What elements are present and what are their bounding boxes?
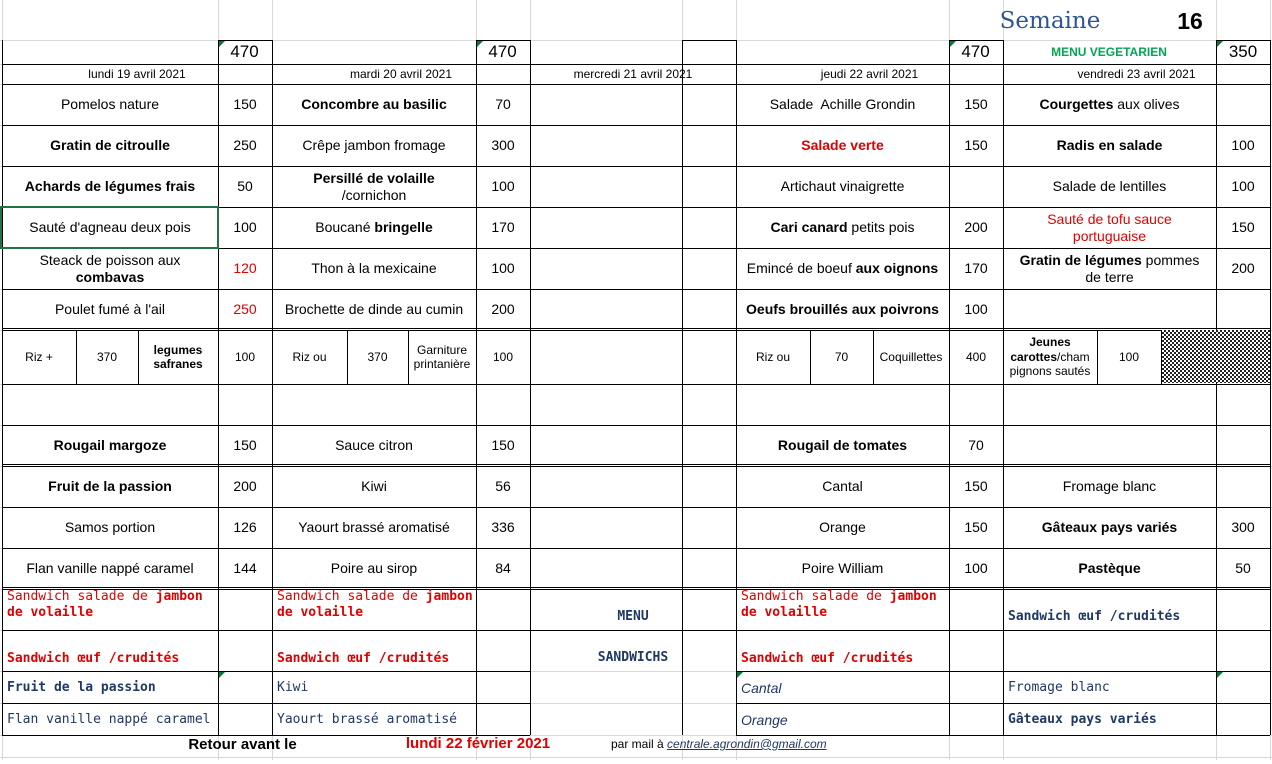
dish-cell[interactable] [1003, 248, 1216, 289]
qty-cell[interactable]: 100 [491, 178, 515, 195]
qty-cell[interactable]: 126 [233, 519, 257, 536]
qty-cell[interactable]: 150 [1231, 219, 1255, 236]
dish-text: de terre [1085, 268, 1134, 285]
dessert-cell[interactable]: Poire au sirop [330, 560, 418, 577]
qty-cell[interactable]: 84 [495, 560, 511, 577]
menu-vegetarien-label[interactable]: MENU VEGETARIEN [1051, 44, 1167, 59]
sandwich-dessert-cell[interactable]: Cantal [741, 679, 782, 696]
retour-label[interactable]: Retour avant le [188, 736, 297, 753]
sandwich-cell[interactable]: Sandwich œuf /crudités [741, 651, 914, 667]
sandwich-dessert-cell[interactable]: Fromage blanc [1008, 680, 1110, 696]
side-cell[interactable]: Coquillettes [879, 349, 943, 364]
qty-cell[interactable]: 70 [495, 96, 511, 113]
dish-cell[interactable]: Sauté d'agneau deux pois [29, 219, 191, 236]
qty-cell[interactable] [949, 166, 1003, 207]
dish-text: /cornichon [341, 186, 407, 203]
grid-line [272, 40, 273, 64]
qty-cell[interactable]: 170 [964, 260, 988, 277]
dish-cell[interactable]: Salade verte [801, 137, 884, 154]
qty-cell[interactable]: 100 [1231, 137, 1255, 154]
qty-cell[interactable]: 200 [233, 478, 257, 495]
sandwich-text: Sandwich salade de [277, 589, 426, 604]
qty-cell[interactable]: 150 [964, 478, 988, 495]
side-cell[interactable]: Riz ou [755, 349, 790, 364]
side-text: printanière [413, 357, 471, 371]
dish-cell[interactable]: Pomelos nature [60, 96, 160, 113]
sandwich-text-bold: de volaille [741, 604, 828, 620]
dessert-cell[interactable]: Samos portion [64, 519, 156, 536]
sandwich-cell[interactable] [2, 589, 218, 630]
sandwich-text-bold: jambon [155, 589, 203, 604]
dish-text: portuguaise [1072, 227, 1147, 244]
side-qty-cell[interactable]: 100 [234, 349, 256, 364]
side-cell[interactable] [408, 331, 476, 383]
side-qty-cell[interactable]: 400 [965, 349, 987, 364]
hatched-cell [1162, 330, 1270, 383]
side-text: pignons sautés [1009, 364, 1091, 379]
side-qty-cell[interactable]: 100 [492, 349, 514, 364]
retour-date[interactable]: lundi 22 février 2021 [405, 735, 551, 752]
sandwich-cell[interactable] [736, 589, 949, 630]
grid-line [2, 40, 3, 64]
sandwich-text-bold: jambon [889, 589, 937, 604]
dessert-cell[interactable]: Fruit de la passion [48, 478, 172, 495]
side-text: safranes [153, 357, 203, 371]
qty-cell[interactable]: 100 [491, 260, 515, 277]
dish-cell[interactable]: Achards de légumes frais [24, 178, 196, 195]
comment-marker [219, 41, 225, 47]
dish-cell[interactable] [272, 207, 476, 248]
qty-cell[interactable]: 50 [1235, 560, 1251, 577]
grid-line [736, 40, 737, 64]
side-text: Garniture [416, 342, 468, 357]
dish-cell[interactable]: Salade Achille Grondin [769, 96, 916, 113]
dish-text: Emincé de boeuf [746, 260, 856, 277]
dish-cell[interactable]: Gratin de citroulle [50, 137, 170, 154]
sandwich-cell[interactable]: Sandwich œuf /crudités [277, 651, 450, 667]
qty-cell[interactable]: 150 [233, 437, 257, 454]
comment-marker [1217, 41, 1223, 47]
qty-cell[interactable]: 70 [968, 437, 984, 454]
dish-text-bold: combavas [75, 268, 145, 285]
dish-text-bold: aux oignons [855, 260, 939, 277]
qty-cell[interactable]: 336 [491, 519, 515, 536]
side-text: /cham [1057, 349, 1090, 364]
dish-cell[interactable]: Crêpe jambon fromage [302, 137, 446, 154]
sandwich-text-bold: jambon [425, 589, 473, 604]
grid-line [530, 40, 531, 64]
sandwich-text-bold: de volaille [277, 604, 364, 620]
sandwich-menu-title[interactable]: MENU [617, 608, 649, 624]
qty-cell[interactable]: 50 [237, 178, 253, 195]
total-lundi[interactable]: 470 [230, 41, 259, 61]
comment-marker [737, 672, 743, 678]
dish-cell[interactable]: Poulet fumé à l'ail [54, 301, 166, 318]
dessert-cell[interactable]: Yaourt brassé aromatisé [298, 519, 450, 536]
sandwich-dessert-cell[interactable]: Fruit de la passion [7, 680, 156, 696]
side-qty-cell[interactable]: 70 [834, 349, 849, 364]
qty-cell[interactable] [1216, 466, 1270, 507]
dish-cell[interactable]: Concombre au basilic [301, 96, 447, 113]
side-cell[interactable]: Riz ou [292, 349, 327, 364]
grid-line [1270, 40, 1271, 64]
dish-text-bold: Gratin de légumes [1019, 251, 1142, 268]
qty-cell[interactable] [1216, 84, 1270, 125]
qty-cell[interactable]: 200 [1231, 260, 1255, 277]
sandwich-menu-title[interactable]: SANDWICHS [597, 649, 669, 665]
dish-text-bold: bringelle [374, 219, 433, 236]
dessert-cell[interactable]: Fromage blanc [1062, 478, 1157, 495]
dish-cell[interactable] [2, 248, 218, 289]
qty-cell[interactable]: 100 [964, 301, 988, 318]
qty-cell[interactable]: 100 [964, 560, 988, 577]
qty-cell[interactable]: 300 [491, 137, 515, 154]
qty-cell[interactable]: 100 [1231, 178, 1255, 195]
side-text-bold: Jeunes [1029, 335, 1071, 350]
qty-cell[interactable]: 56 [495, 478, 511, 495]
day-header-jeudi[interactable]: jeudi 22 avril 2021 [820, 66, 919, 81]
qty-cell[interactable]: 150 [964, 96, 988, 113]
dessert-cell[interactable]: Flan vanille nappé caramel [26, 560, 194, 577]
dish-cell[interactable] [736, 248, 949, 289]
sandwich-text-bold: de volaille [7, 604, 94, 620]
sandwich-cell[interactable] [272, 589, 476, 630]
semaine-number[interactable]: 16 [1177, 8, 1203, 35]
dish-text: Boucané [315, 219, 375, 236]
qty-cell[interactable]: 150 [964, 137, 988, 154]
qty-cell[interactable]: 300 [1231, 519, 1255, 536]
side-cell[interactable] [1003, 331, 1097, 383]
qty-cell[interactable]: 150 [964, 519, 988, 536]
dish-cell[interactable]: Salade de lentilles [1052, 178, 1167, 195]
side-text: legumes [153, 342, 203, 357]
qty-cell[interactable]: 150 [491, 437, 515, 454]
sandwich-text: Sandwich salade de [7, 589, 156, 604]
dessert-cell[interactable]: Orange [819, 519, 866, 536]
day-header-lundi[interactable]: lundi 19 avril 2021 [88, 66, 186, 81]
dish-cell[interactable]: Thon à la mexicaine [311, 260, 437, 277]
dish-text: aux olives [1113, 96, 1180, 113]
mail-label: par mail à [611, 736, 668, 751]
side-qty-cell[interactable]: 370 [96, 349, 118, 364]
comment-marker [219, 672, 225, 678]
sandwich-cell[interactable]: Sandwich œuf /crudités [7, 651, 180, 667]
sandwich-dessert-cell[interactable]: Gâteaux pays variés [1008, 712, 1157, 728]
total-mardi[interactable]: 470 [488, 41, 517, 61]
dish-text: petits pois [847, 219, 915, 236]
dish-text: Steack de poisson aux [39, 251, 181, 268]
day-header-vendredi[interactable]: vendredi 23 avril 2021 [1077, 66, 1196, 81]
total-vendredi[interactable]: 350 [1228, 41, 1258, 61]
side-cell[interactable] [138, 331, 218, 383]
sandwich-dessert-cell[interactable]: Flan vanille nappé caramel [7, 712, 211, 728]
dish-cell[interactable] [1003, 84, 1216, 125]
dish-text-bold: Persillé de volaille [313, 169, 435, 186]
qty-cell[interactable]: 144 [233, 560, 257, 577]
day-header-mardi[interactable]: mardi 20 avril 2021 [349, 66, 453, 81]
dish-text: pommes [1141, 251, 1200, 268]
grid-line [682, 40, 683, 64]
qty-cell[interactable]: 120 [233, 260, 257, 277]
grid-line [2, 384, 1270, 385]
email-link[interactable]: centrale.agrondin@gmail.com [667, 736, 827, 751]
side-cell[interactable]: Riz + [25, 349, 53, 364]
dish-cell[interactable]: Brochette de dinde au cumin [284, 301, 464, 318]
dessert-cell[interactable]: Cantal [822, 478, 863, 495]
grid-line [682, 40, 736, 41]
total-jeudi[interactable]: 470 [961, 41, 990, 61]
dessert-cell[interactable]: Pastèque [1078, 560, 1141, 577]
sandwich-dessert-cell[interactable]: Orange [741, 711, 788, 728]
qty-cell[interactable]: 250 [233, 301, 257, 318]
dish-cell[interactable]: Radis en salade [1056, 137, 1163, 154]
sandwich-dessert-cell[interactable]: Kiwi [277, 680, 309, 696]
semaine-label[interactable]: Semaine [999, 8, 1101, 35]
dish-text-bold: Cari canard [770, 219, 848, 236]
qty-cell[interactable]: 100 [233, 219, 257, 236]
dish-cell[interactable] [736, 207, 949, 248]
side-qty-cell[interactable]: 100 [1118, 349, 1140, 364]
qty-cell[interactable]: 200 [964, 219, 988, 236]
selected-cell[interactable] [0, 206, 219, 249]
dish-cell[interactable] [272, 166, 476, 207]
sandwich-dessert-cell[interactable]: Yaourt brassé aromatisé [277, 712, 458, 728]
comment-marker [1217, 672, 1223, 678]
comment-marker [950, 41, 956, 47]
comment-marker [477, 41, 483, 47]
dessert-cell[interactable]: Gâteaux pays variés [1041, 519, 1178, 536]
sandwich-text: Sandwich salade de [741, 589, 890, 604]
side-text-bold: carottes [1010, 349, 1057, 364]
mail-line[interactable] [606, 735, 876, 753]
qty-cell[interactable]: 150 [233, 96, 257, 113]
dish-text: Sauté de tofu sauce [1047, 210, 1172, 227]
sandwich-cell[interactable]: Sandwich œuf /crudités [1008, 608, 1181, 624]
day-header-mercredi[interactable]: mercredi 21 avril 2021 [573, 66, 693, 81]
side-qty-cell[interactable]: 370 [367, 349, 388, 364]
sauce-cell[interactable]: Rougail margoze [53, 437, 167, 454]
dish-cell[interactable]: Artichaut vinaigrette [780, 178, 905, 195]
grid-line [0, 757, 1272, 758]
dish-cell[interactable] [1003, 207, 1216, 248]
qty-cell[interactable]: 200 [491, 301, 515, 318]
sauce-cell[interactable]: Rougail de tomates [777, 437, 908, 454]
dish-text-bold: Courgettes [1039, 96, 1114, 113]
dessert-cell[interactable]: Kiwi [361, 478, 387, 495]
qty-cell[interactable]: 170 [491, 219, 515, 236]
dish-cell[interactable]: Oeufs brouillés aux poivrons [746, 301, 939, 318]
sauce-cell[interactable]: Sauce citron [335, 437, 413, 454]
qty-cell[interactable]: 250 [233, 137, 257, 154]
grid-line [1270, 64, 1271, 735]
grid-line [2, 703, 530, 704]
dessert-cell[interactable]: Poire William [801, 560, 884, 577]
